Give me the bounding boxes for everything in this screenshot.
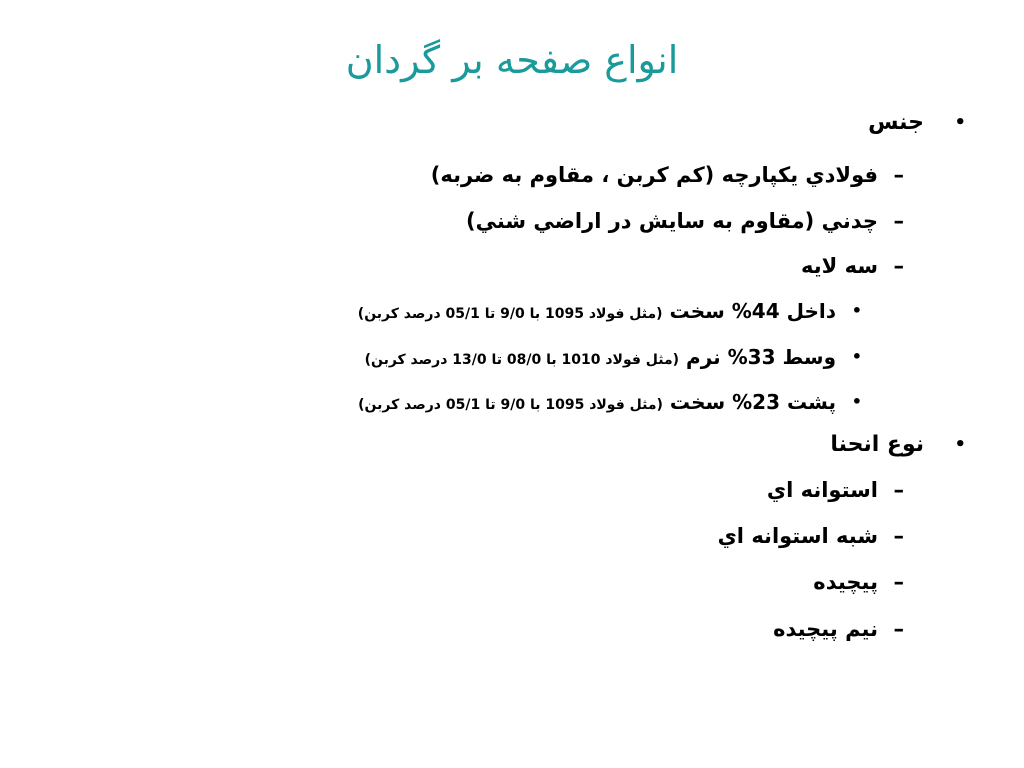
bullet-icon: • — [851, 347, 862, 366]
layer-main-text: وسط 33% نرم — [686, 345, 836, 369]
dash-icon: – — [893, 524, 904, 548]
layer-note-text: (مثل فولاد 1095 با 9/0 تا 05/1 درصد كربن) — [358, 397, 663, 413]
layer-note-text: (مثل فولاد 1010 با 08/0 تا 13/0 درصد كربن) — [364, 352, 680, 368]
list-item-text — [365, 342, 836, 375]
layer-main-text: پشت 23% سخت — [669, 390, 836, 414]
dash-icon: – — [893, 570, 904, 594]
bullet-icon: • — [851, 301, 862, 320]
list-item-text: فولادي يكپارچه (كم كربن ، مقاوم به ضربه) — [430, 163, 878, 187]
list-item-text: استوانه اي — [766, 478, 878, 502]
list-item-text: نوع انحنا — [830, 432, 924, 457]
bullet-icon: • — [954, 434, 966, 455]
layer-main-text: داخل 44% سخت — [669, 299, 836, 323]
dash-icon: – — [893, 209, 904, 233]
list-item-text: پيچيده — [813, 570, 878, 594]
dash-icon: – — [893, 163, 904, 187]
list-item-text — [358, 296, 836, 329]
bullet-icon: • — [954, 112, 966, 133]
dash-icon: – — [893, 478, 904, 502]
dash-icon: – — [893, 617, 904, 641]
dash-icon: – — [893, 254, 904, 278]
list-item-text: سه لايه — [801, 254, 878, 278]
list-item-text: جنس — [868, 110, 924, 135]
list-item-text: چدني (مقاوم به سايش در اراضي شني) — [466, 209, 878, 233]
layer-note-text: (مثل فولاد 1095 با 9/0 تا 05/1 درصد كربن) — [357, 306, 663, 322]
list-item-text: نيم پيچيده — [773, 617, 878, 641]
list-item-text: شبه استوانه اي — [717, 524, 878, 548]
list-item-text — [358, 387, 836, 420]
slide-title: انواع صفحه بر گردان — [345, 38, 679, 82]
bullet-icon: • — [851, 392, 862, 411]
